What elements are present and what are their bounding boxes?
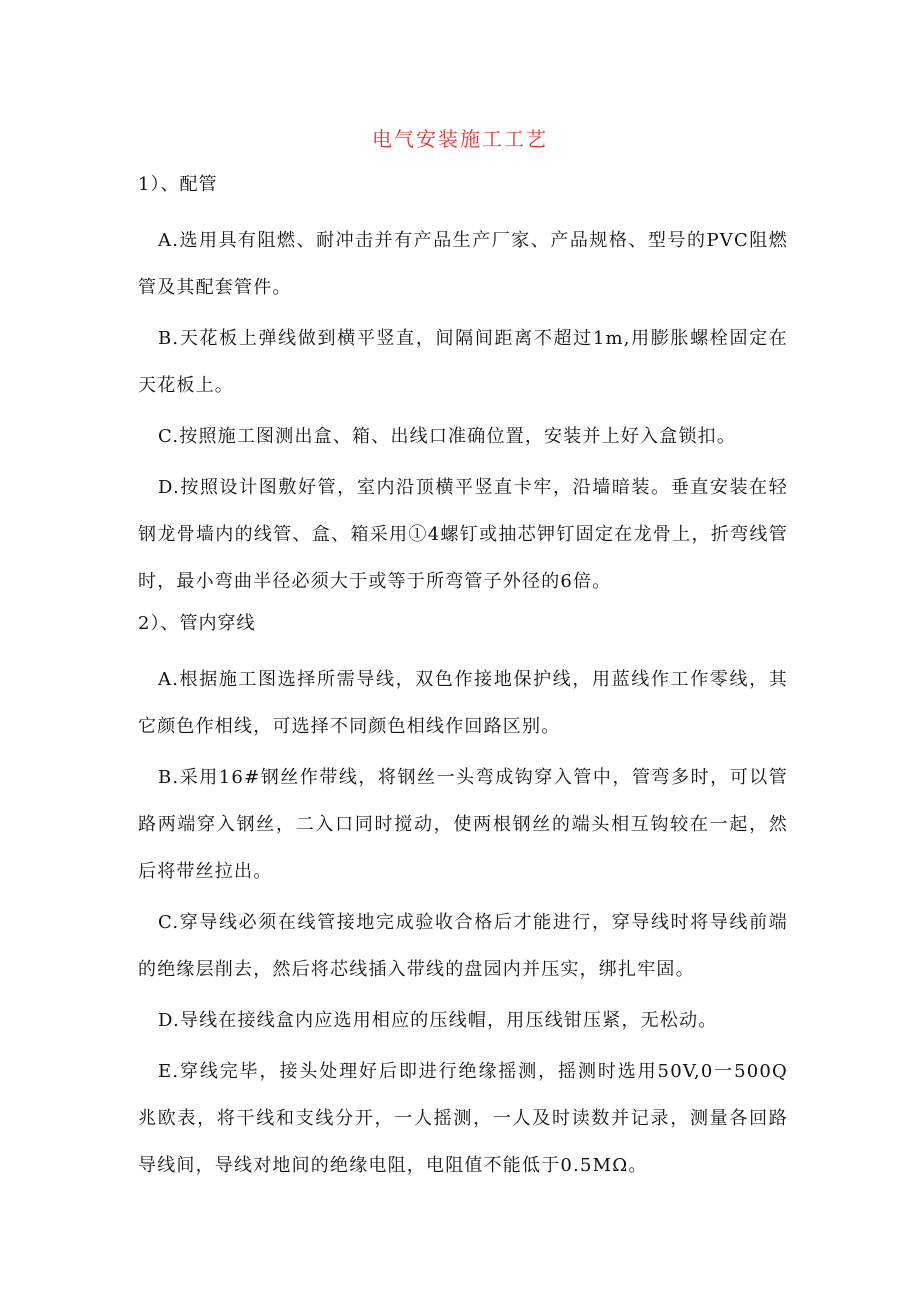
paragraph: B.天花板上弹线做到横平竖直，间隔间距离不超过1m,用膨胀螺栓固定在天花板上。 — [138, 328, 788, 396]
paragraph: E.穿线完毕，接头处理好后即进行绝缘摇测，摇测时选用50V,0一500Q兆欧表，将干线和支线分开，一人摇测，一人及时读数并记录，测量各回路导线间，导线对地间的绝缘电阻，电阻值不能低于0.5MΩ。 — [138, 1061, 788, 1176]
paragraph: D.按照设计图敷好管，室内沿顶横平竖直卡牢，沿墙暗装。垂直安装在轻钢龙骨墙内的线管、盒、箱采用①4螺钉或抽芯钾钉固定在龙骨上，折弯线管时，最小弯曲半径必须大于或等于所弯管子外径的6倍。 — [138, 477, 788, 592]
paragraph: C.穿导线必须在线管接地完成验收合格后才能进行，穿导线时将导线前端的绝缘层削去，然后将芯线插入带线的盘园内并压实，绑扎牢固。 — [138, 912, 788, 980]
document-body — [138, 170, 788, 1193]
page-title: 电气安装施工工艺 — [372, 127, 548, 151]
section-wiring — [138, 609, 788, 1189]
section-piping — [138, 170, 788, 605]
section-heading: 1）、配管 — [138, 174, 218, 195]
section-heading: 2）、管内穿线 — [138, 613, 256, 634]
paragraph: B.采用16#钢丝作带线，将钢丝一头弯成钩穿入管中，管弯多时，可以管路两端穿入钢丝，二入口同时搅动，使两根钢丝的端头相互钩较在一起，然后将带丝拉出。 — [138, 767, 788, 882]
paragraph: A.选用具有阻燃、耐冲击并有产品生产厂家、产品规格、型号的PVC阻燃管及其配套管件。 — [138, 230, 788, 298]
paragraph: C.按照施工图测出盒、箱、出线口准确位置，安装并上好入盒锁扣。 — [158, 426, 737, 447]
paragraph: A.根据施工图选择所需导线，双色作接地保护线，用蓝线作工作零线，其它颜色作相线，可选择不同颜色相线作回路区别。 — [138, 669, 788, 737]
paragraph: D.导线在接线盒内应选用相应的压线帽，用压线钳压紧，无松动。 — [158, 1010, 718, 1031]
